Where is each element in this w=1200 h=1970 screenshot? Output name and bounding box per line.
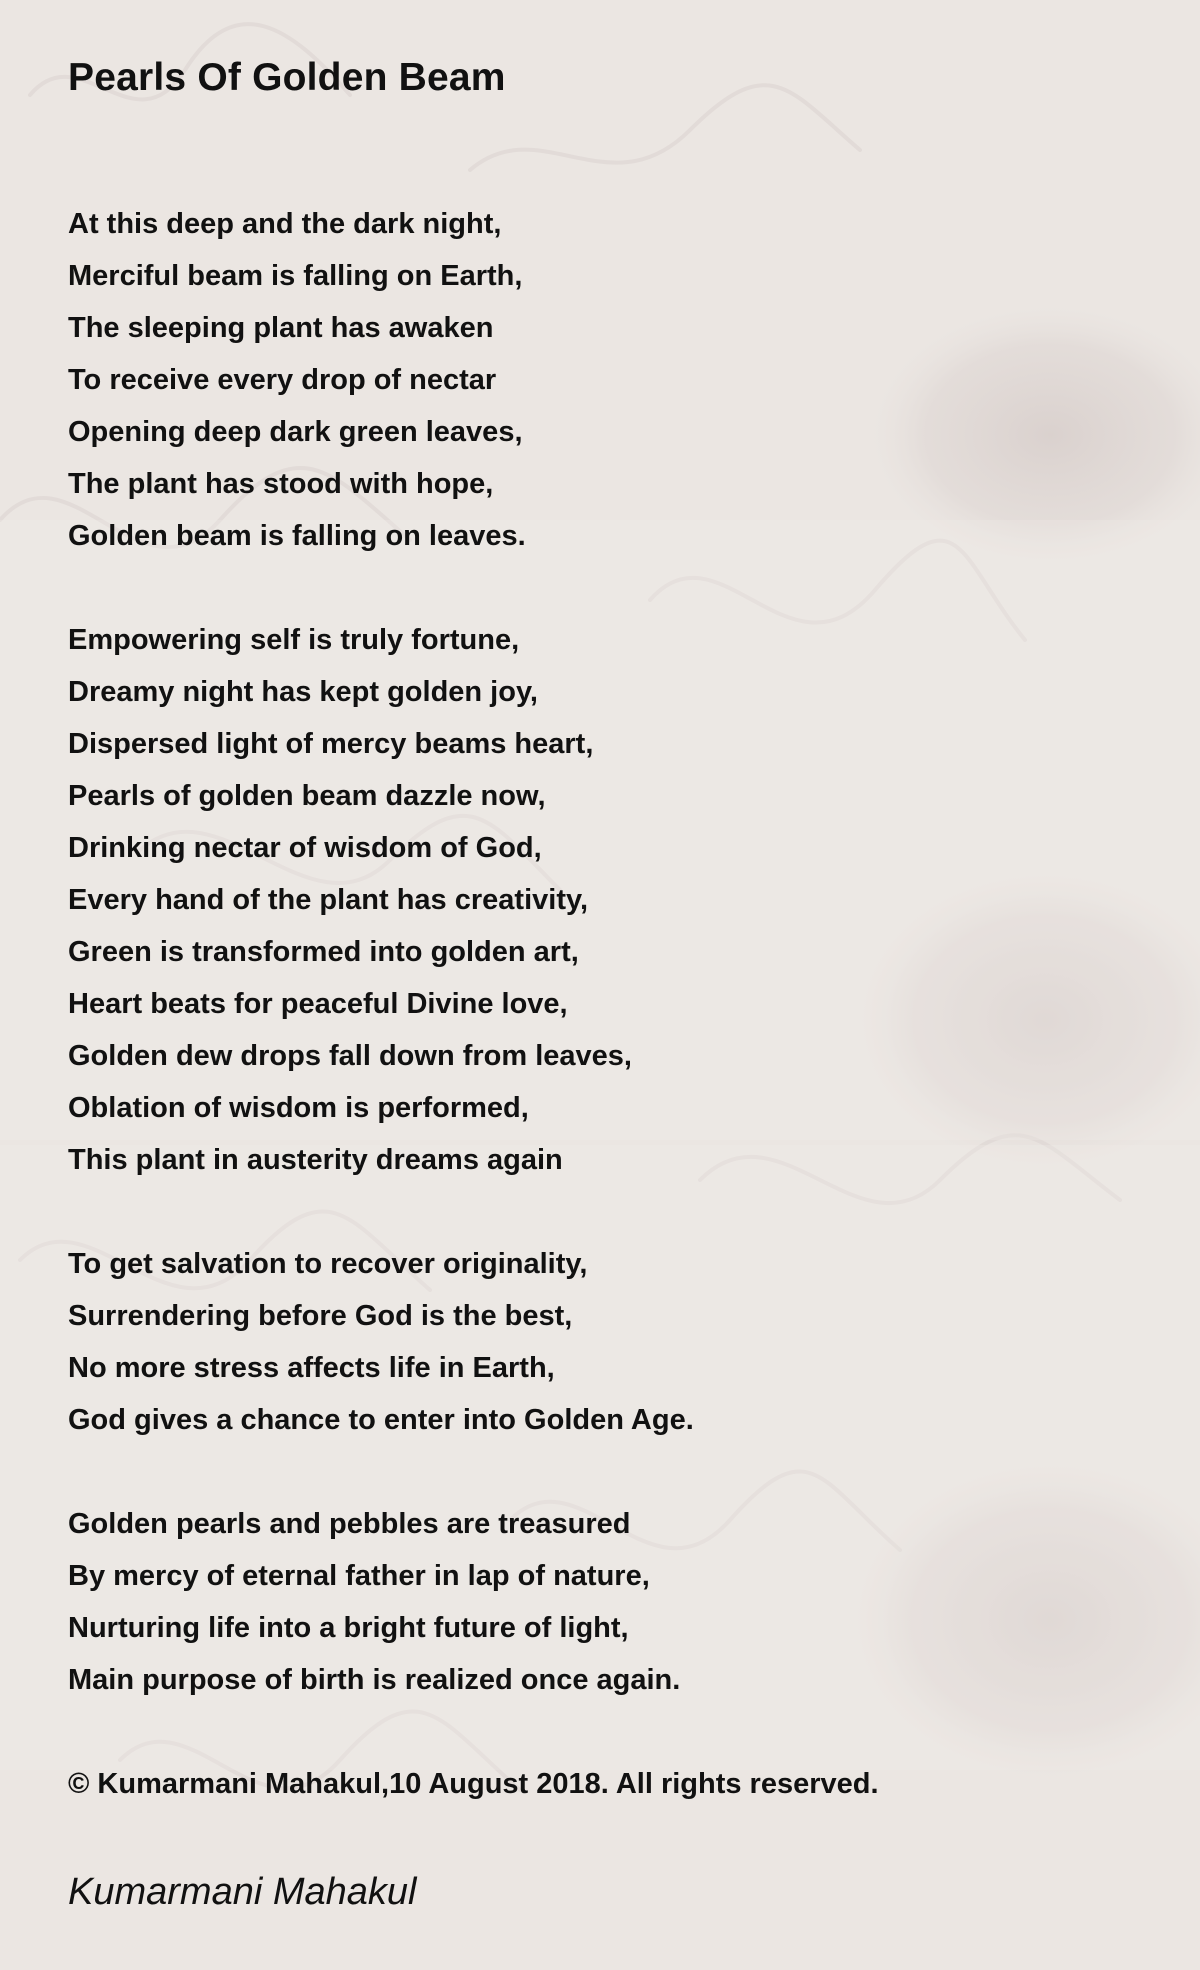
poem-body <box>68 198 1138 1810</box>
poem-line: Dreamy night has kept golden joy, <box>68 676 538 708</box>
stanza-1 <box>68 198 1138 562</box>
poem-line: Every hand of the plant has creativity, <box>68 884 589 916</box>
poem-line: Green is transformed into golden art, <box>68 936 579 968</box>
stanza-2 <box>68 614 1138 1186</box>
poem-line: God gives a chance to enter into Golden Age. <box>68 1404 694 1436</box>
poem-line: Golden dew drops fall down from leaves, <box>68 1040 632 1072</box>
poem-line: Drinking nectar of wisdom of God, <box>68 832 542 864</box>
poem-line: Empowering self is truly fortune, <box>68 624 520 656</box>
poem-line: To receive every drop of nectar <box>68 364 497 396</box>
poem-line: This plant in austerity dreams again <box>68 1144 563 1176</box>
poem-line: Merciful beam is falling on Earth, <box>68 260 523 292</box>
poem-line: No more stress affects life in Earth, <box>68 1352 555 1384</box>
poem-line: Main purpose of birth is realized once again. <box>68 1664 681 1696</box>
poem-line: Opening deep dark green leaves, <box>68 416 523 448</box>
poem-line: By mercy of eternal father in lap of nature, <box>68 1560 650 1592</box>
poem-line: Nurturing life into a bright future of light, <box>68 1612 629 1644</box>
poem-line: The sleeping plant has awaken <box>68 312 494 344</box>
poem-line: Golden pearls and pebbles are treasured <box>68 1508 631 1540</box>
stanza-4 <box>68 1498 1138 1706</box>
poem-line: Pearls of golden beam dazzle now, <box>68 780 546 812</box>
poem-line: Golden beam is falling on leaves. <box>68 520 526 552</box>
poem-line: Surrendering before God is the best, <box>68 1300 573 1332</box>
poem-page <box>68 50 1138 1810</box>
poem-line: Dispersed light of mercy beams heart, <box>68 728 594 760</box>
author-signature: Kumarmani Mahakul <box>68 1871 417 1913</box>
poem-line: The plant has stood with hope, <box>68 468 494 500</box>
poem-line: At this deep and the dark night, <box>68 208 502 240</box>
stanza-3 <box>68 1238 1138 1446</box>
poem-line: Heart beats for peaceful Divine love, <box>68 988 568 1020</box>
poem-title: Pearls Of Golden Beam <box>68 56 506 99</box>
poem-line: Oblation of wisdom is performed, <box>68 1092 529 1124</box>
poem-line: To get salvation to recover originality, <box>68 1248 588 1280</box>
copyright-notice: © Kumarmani Mahakul,10 August 2018. All rights reserved. <box>68 1768 879 1800</box>
